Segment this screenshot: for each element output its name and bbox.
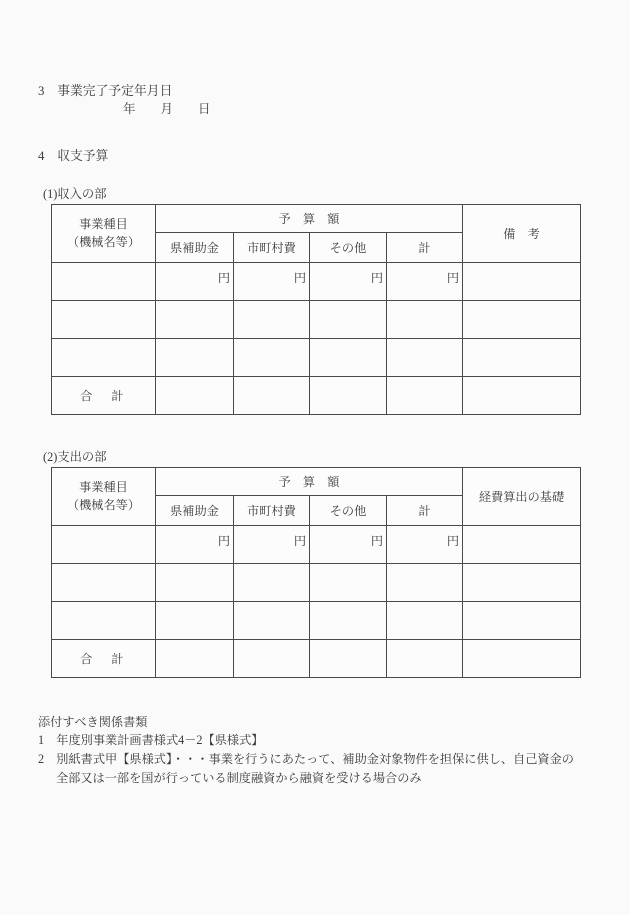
expenditure-cell-basis-1[interactable] <box>463 526 581 564</box>
expenditure-table <box>51 467 581 678</box>
expenditure-cell-municipal-3[interactable] <box>234 602 310 640</box>
table-row <box>52 602 581 640</box>
income-total-row <box>52 377 581 415</box>
table-row <box>52 526 581 564</box>
income-cell-total-2[interactable] <box>387 301 463 339</box>
section-4-heading: 4 収支予算 <box>38 149 109 163</box>
income-header-item-sub: （機械名等） <box>66 234 141 249</box>
income-total-other[interactable] <box>310 377 387 415</box>
income-total-municipal[interactable] <box>234 377 310 415</box>
expenditure-header-other: その他 <box>310 496 387 526</box>
expenditure-header-municipal: 市町村費 <box>234 496 310 526</box>
income-cell-prefecture-2[interactable] <box>156 301 234 339</box>
expenditure-cell-other-3[interactable] <box>310 602 387 640</box>
expenditure-cell-other-1[interactable] <box>310 526 387 564</box>
expenditure-total-row <box>52 640 581 678</box>
table-row <box>52 301 581 339</box>
expenditure-section-label: (2)支出の部 <box>43 450 107 464</box>
yen-mark: 円 <box>217 533 230 548</box>
table-row <box>52 263 581 301</box>
income-cell-municipal-1[interactable] <box>234 263 310 301</box>
income-cell-other-2[interactable] <box>310 301 387 339</box>
expenditure-header-budget-group: 予 算 額 <box>156 468 463 496</box>
income-header-other: その他 <box>310 233 387 263</box>
expenditure-header-item-sub: （機械名等） <box>66 497 141 512</box>
yen-mark: 円 <box>370 270 383 285</box>
expenditure-cell-municipal-1[interactable] <box>234 526 310 564</box>
expenditure-total-prefecture[interactable] <box>156 640 234 678</box>
income-header-item <box>52 205 156 263</box>
yen-mark: 円 <box>293 270 306 285</box>
yen-mark: 円 <box>217 270 230 285</box>
income-table <box>51 204 581 415</box>
expenditure-cell-item-2[interactable] <box>52 564 156 602</box>
income-total-remarks[interactable] <box>463 377 581 415</box>
yen-mark: 円 <box>446 533 459 548</box>
expenditure-cell-total-3[interactable] <box>387 602 463 640</box>
income-cell-item-1[interactable] <box>52 263 156 301</box>
expenditure-total-label: 合 計 <box>52 640 156 678</box>
income-header-item-main: 事業種目 <box>79 216 128 231</box>
income-header-row-1 <box>52 205 581 233</box>
expenditure-header-basis: 経費算出の基礎 <box>463 468 581 526</box>
income-section-label: (1)収入の部 <box>43 187 107 201</box>
section-3-heading: 3 事業完了予定年月日 <box>38 84 173 98</box>
income-total-label: 合 計 <box>52 377 156 415</box>
income-cell-remarks-3[interactable] <box>463 339 581 377</box>
expenditure-total-total[interactable] <box>387 640 463 678</box>
attachments-heading: 添付すべき関係書類 <box>38 715 148 729</box>
expenditure-cell-prefecture-3[interactable] <box>156 602 234 640</box>
expenditure-cell-municipal-2[interactable] <box>234 564 310 602</box>
attachment-item-2: 2 別紙書式甲【県様式】・・・事業を行うにあたって、補助金対象物件を担保に供し、自己資金の <box>38 752 574 766</box>
expenditure-header-item-main: 事業種目 <box>79 479 128 494</box>
income-cell-prefecture-1[interactable] <box>156 263 234 301</box>
expenditure-table-wrapper <box>51 467 580 678</box>
expenditure-cell-total-1[interactable] <box>387 526 463 564</box>
expenditure-cell-prefecture-2[interactable] <box>156 564 234 602</box>
expenditure-header-total: 計 <box>387 496 463 526</box>
income-cell-item-3[interactable] <box>52 339 156 377</box>
income-header-remarks: 備 考 <box>463 205 581 263</box>
income-table-wrapper <box>51 204 580 415</box>
attachment-item-2-continuation: 全部又は一部を国が行っている制度融資から融資を受ける場合のみ <box>56 771 422 785</box>
expenditure-header-item <box>52 468 156 526</box>
expenditure-cell-basis-2[interactable] <box>463 564 581 602</box>
table-row <box>52 339 581 377</box>
expenditure-cell-other-2[interactable] <box>310 564 387 602</box>
expenditure-total-municipal[interactable] <box>234 640 310 678</box>
income-cell-other-3[interactable] <box>310 339 387 377</box>
expenditure-cell-total-2[interactable] <box>387 564 463 602</box>
income-cell-remarks-1[interactable] <box>463 263 581 301</box>
income-header-total: 計 <box>387 233 463 263</box>
income-cell-prefecture-3[interactable] <box>156 339 234 377</box>
completion-date-line: 年 月 日 <box>123 102 211 116</box>
income-header-budget-group: 予 算 額 <box>156 205 463 233</box>
income-total-prefecture[interactable] <box>156 377 234 415</box>
expenditure-cell-item-3[interactable] <box>52 602 156 640</box>
income-header-municipal: 市町村費 <box>234 233 310 263</box>
income-header-prefecture: 県補助金 <box>156 233 234 263</box>
income-cell-other-1[interactable] <box>310 263 387 301</box>
table-row <box>52 564 581 602</box>
yen-mark: 円 <box>370 533 383 548</box>
yen-mark: 円 <box>446 270 459 285</box>
yen-mark: 円 <box>293 533 306 548</box>
income-cell-municipal-2[interactable] <box>234 301 310 339</box>
expenditure-cell-basis-3[interactable] <box>463 602 581 640</box>
income-total-total[interactable] <box>387 377 463 415</box>
income-cell-total-3[interactable] <box>387 339 463 377</box>
expenditure-cell-item-1[interactable] <box>52 526 156 564</box>
expenditure-header-prefecture: 県補助金 <box>156 496 234 526</box>
income-cell-municipal-3[interactable] <box>234 339 310 377</box>
income-cell-total-1[interactable] <box>387 263 463 301</box>
expenditure-total-basis[interactable] <box>463 640 581 678</box>
expenditure-total-other[interactable] <box>310 640 387 678</box>
expenditure-header-row-1 <box>52 468 581 496</box>
income-cell-remarks-2[interactable] <box>463 301 581 339</box>
expenditure-cell-prefecture-1[interactable] <box>156 526 234 564</box>
income-cell-item-2[interactable] <box>52 301 156 339</box>
attachment-item-1: 1 年度別事業計画書様式4－2【県様式】 <box>38 733 264 747</box>
